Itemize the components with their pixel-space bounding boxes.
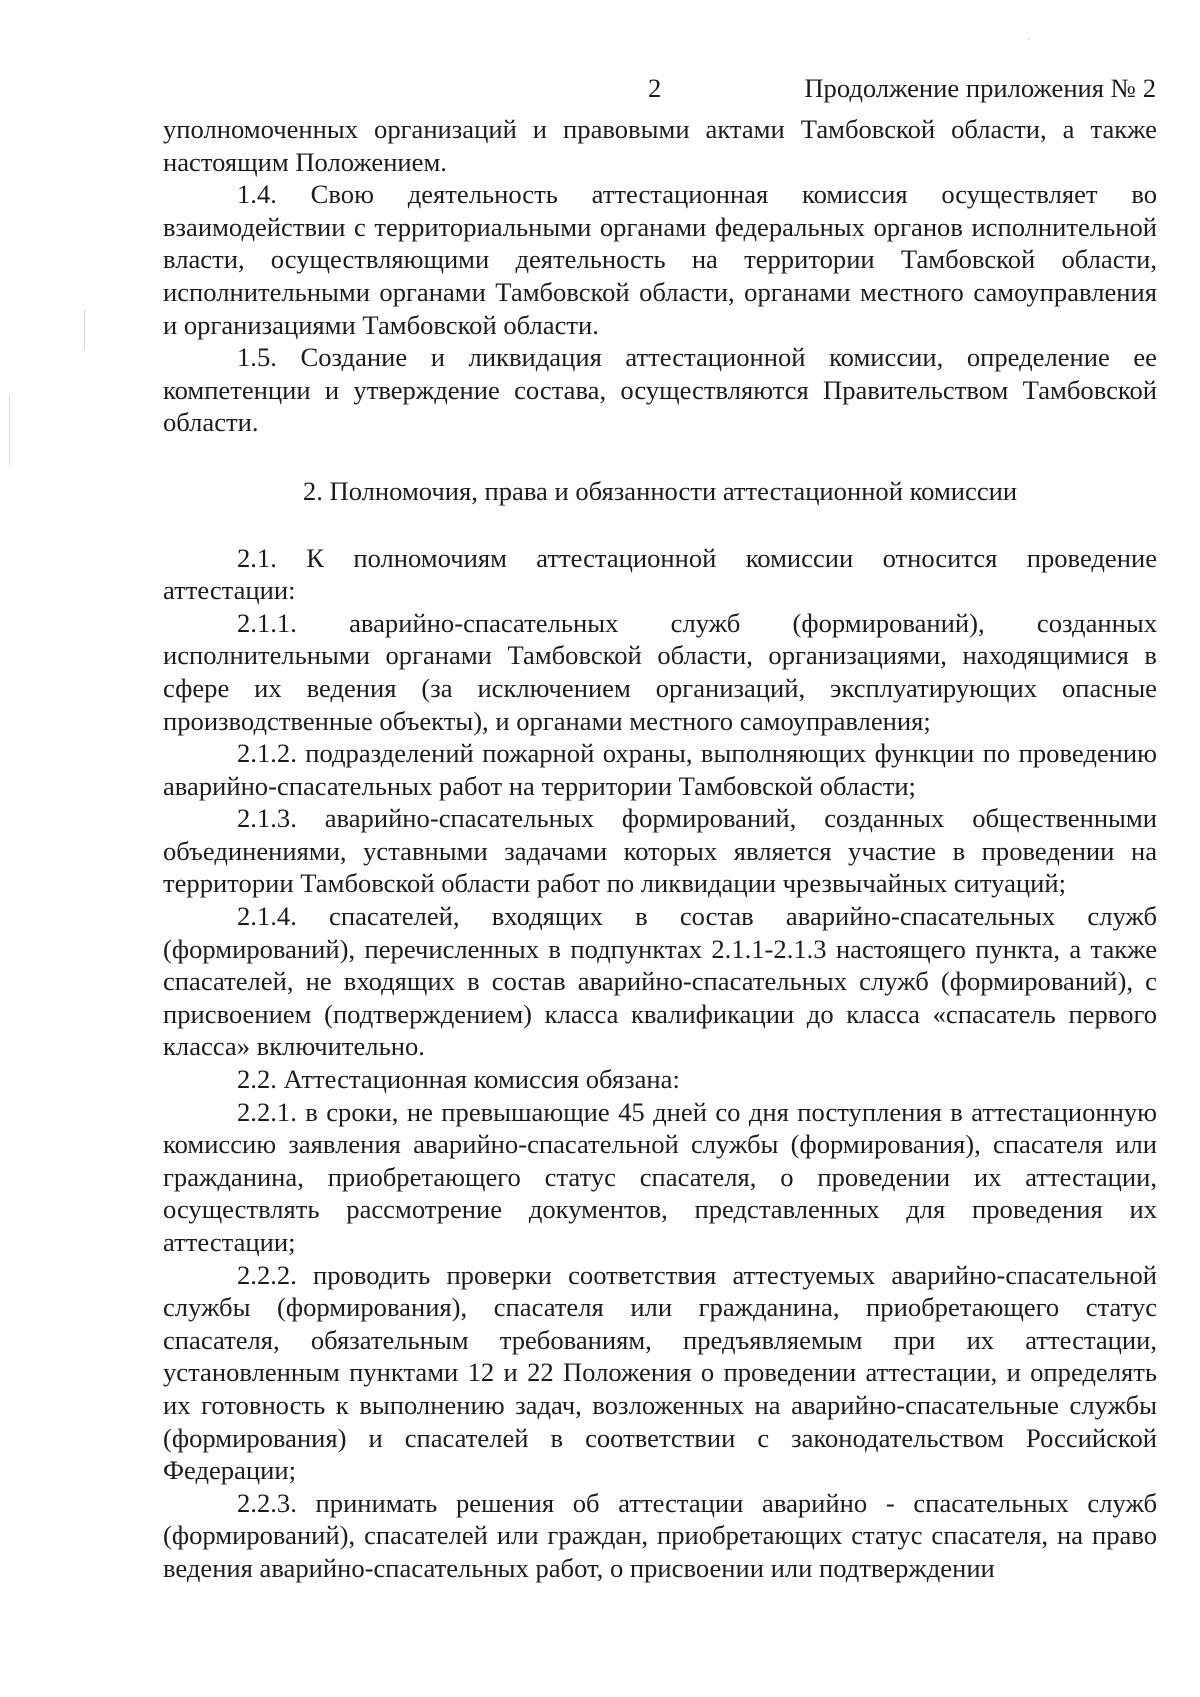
paragraph-1-4: 1.4. Свою деятельность аттестационная комиссия осуществляет во взаимодействии с территориальными органами федеральных органов исполнительной власти, осуществляющими деятельность на территории Тамбовской области, исполнительными органами Тамбовской области, органами местного самоуправления и организациями Тамбовской области. xyxy=(163,179,1157,340)
paragraph-2-2: 2.2. Аттестационная комиссия обязана: xyxy=(237,1064,680,1095)
scan-streak xyxy=(84,310,85,350)
page-header xyxy=(0,72,1200,106)
scan-speck xyxy=(1028,38,1029,40)
paragraph-2-1-4: 2.1.4. спасателей, входящих в состав аварийно-спасательных служб (формирований), перечисленных в подпунктах 2.1.1-2.1.3 настоящего пункта, а также спасателей, не входящих в состав аварийно-спасательных служб (формирований), с присвоением (подтверждением) класса квалификации до класса «спасатель первого класса» включительно. xyxy=(163,901,1157,1062)
document-body xyxy=(163,113,1157,1585)
paragraph-2-1-1: 2.1.1. аварийно-спасательных служб (формирований), созданных исполнительными органами Тамбовской области, организациями, находящимися в сфере их ведения (за исключением организаций, эксплуатирующих опасные производственные объекты), и органами местного самоуправления; xyxy=(163,607,1157,736)
paragraph-2-2-3: 2.2.3. принимать решения об аттестации аварийно - спасательных служб (формирований), спасателей или граждан, приобретающих статус спасателя, на право ведения аварийно-спасательных работ, о присвоении или подтверждении xyxy=(163,1487,1157,1583)
page-number: 2 xyxy=(648,73,662,103)
paragraph-2-1-3: 2.1.3. аварийно-спасательных формирований, созданных общественными объединениями, уставными задачами которых является участие в проведении на территории Тамбовской области работ по ликвидации чрезвычайных ситуаций; xyxy=(163,803,1157,899)
paragraph-2-1: 2.1. К полномочиям аттестационной комиссии относится проведение аттестации: xyxy=(163,542,1157,606)
paragraph-2-2-2: 2.2.2. проводить проверки соответствия аттестуемых аварийно-спасательной службы (формирования), спасателя или гражданина, приобретающего статус спасателя, обязательным требованиям, предъявляемым при их аттестации, установленным пунктами 12 и 22 Положения о проведении аттестации, и определять их готовность к выполнению задач, возложенных на аварийно-спасательные службы (формирования) и спасателей в соответствии с законодательством Российской Федерации; xyxy=(163,1259,1157,1486)
paragraph-1-5: 1.5. Создание и ликвидация аттестационной комиссии, определение ее компетенции и утверждение состава, осуществляются Правительством Тамбовской области. xyxy=(163,342,1157,438)
scan-streak xyxy=(9,395,10,465)
paragraph-2-2-1: 2.2.1. в сроки, не превышающие 45 дней со дня поступления в аттестационную комиссию заявления аварийно-спасательной службы (формирования), спасателя или гражданина, приобретающего статус спасателя, о проведении их аттестации, осуществлять рассмотрение документов, представленных для проведения их аттестации; xyxy=(163,1096,1157,1257)
appendix-continuation-note: Продолжение приложения № 2 xyxy=(804,73,1156,103)
paragraph-2-1-2: 2.1.2. подразделений пожарной охраны, выполняющих функции по проведению аварийно-спасательных работ на территории Тамбовской области; xyxy=(163,738,1157,801)
section-title: 2. Полномочия, права и обязанности аттестационной комиссии xyxy=(302,475,1018,506)
paragraph-continuation: уполномоченных организаций и правовыми актами Тамбовской области, а также настоящим Положением. xyxy=(163,114,1157,177)
